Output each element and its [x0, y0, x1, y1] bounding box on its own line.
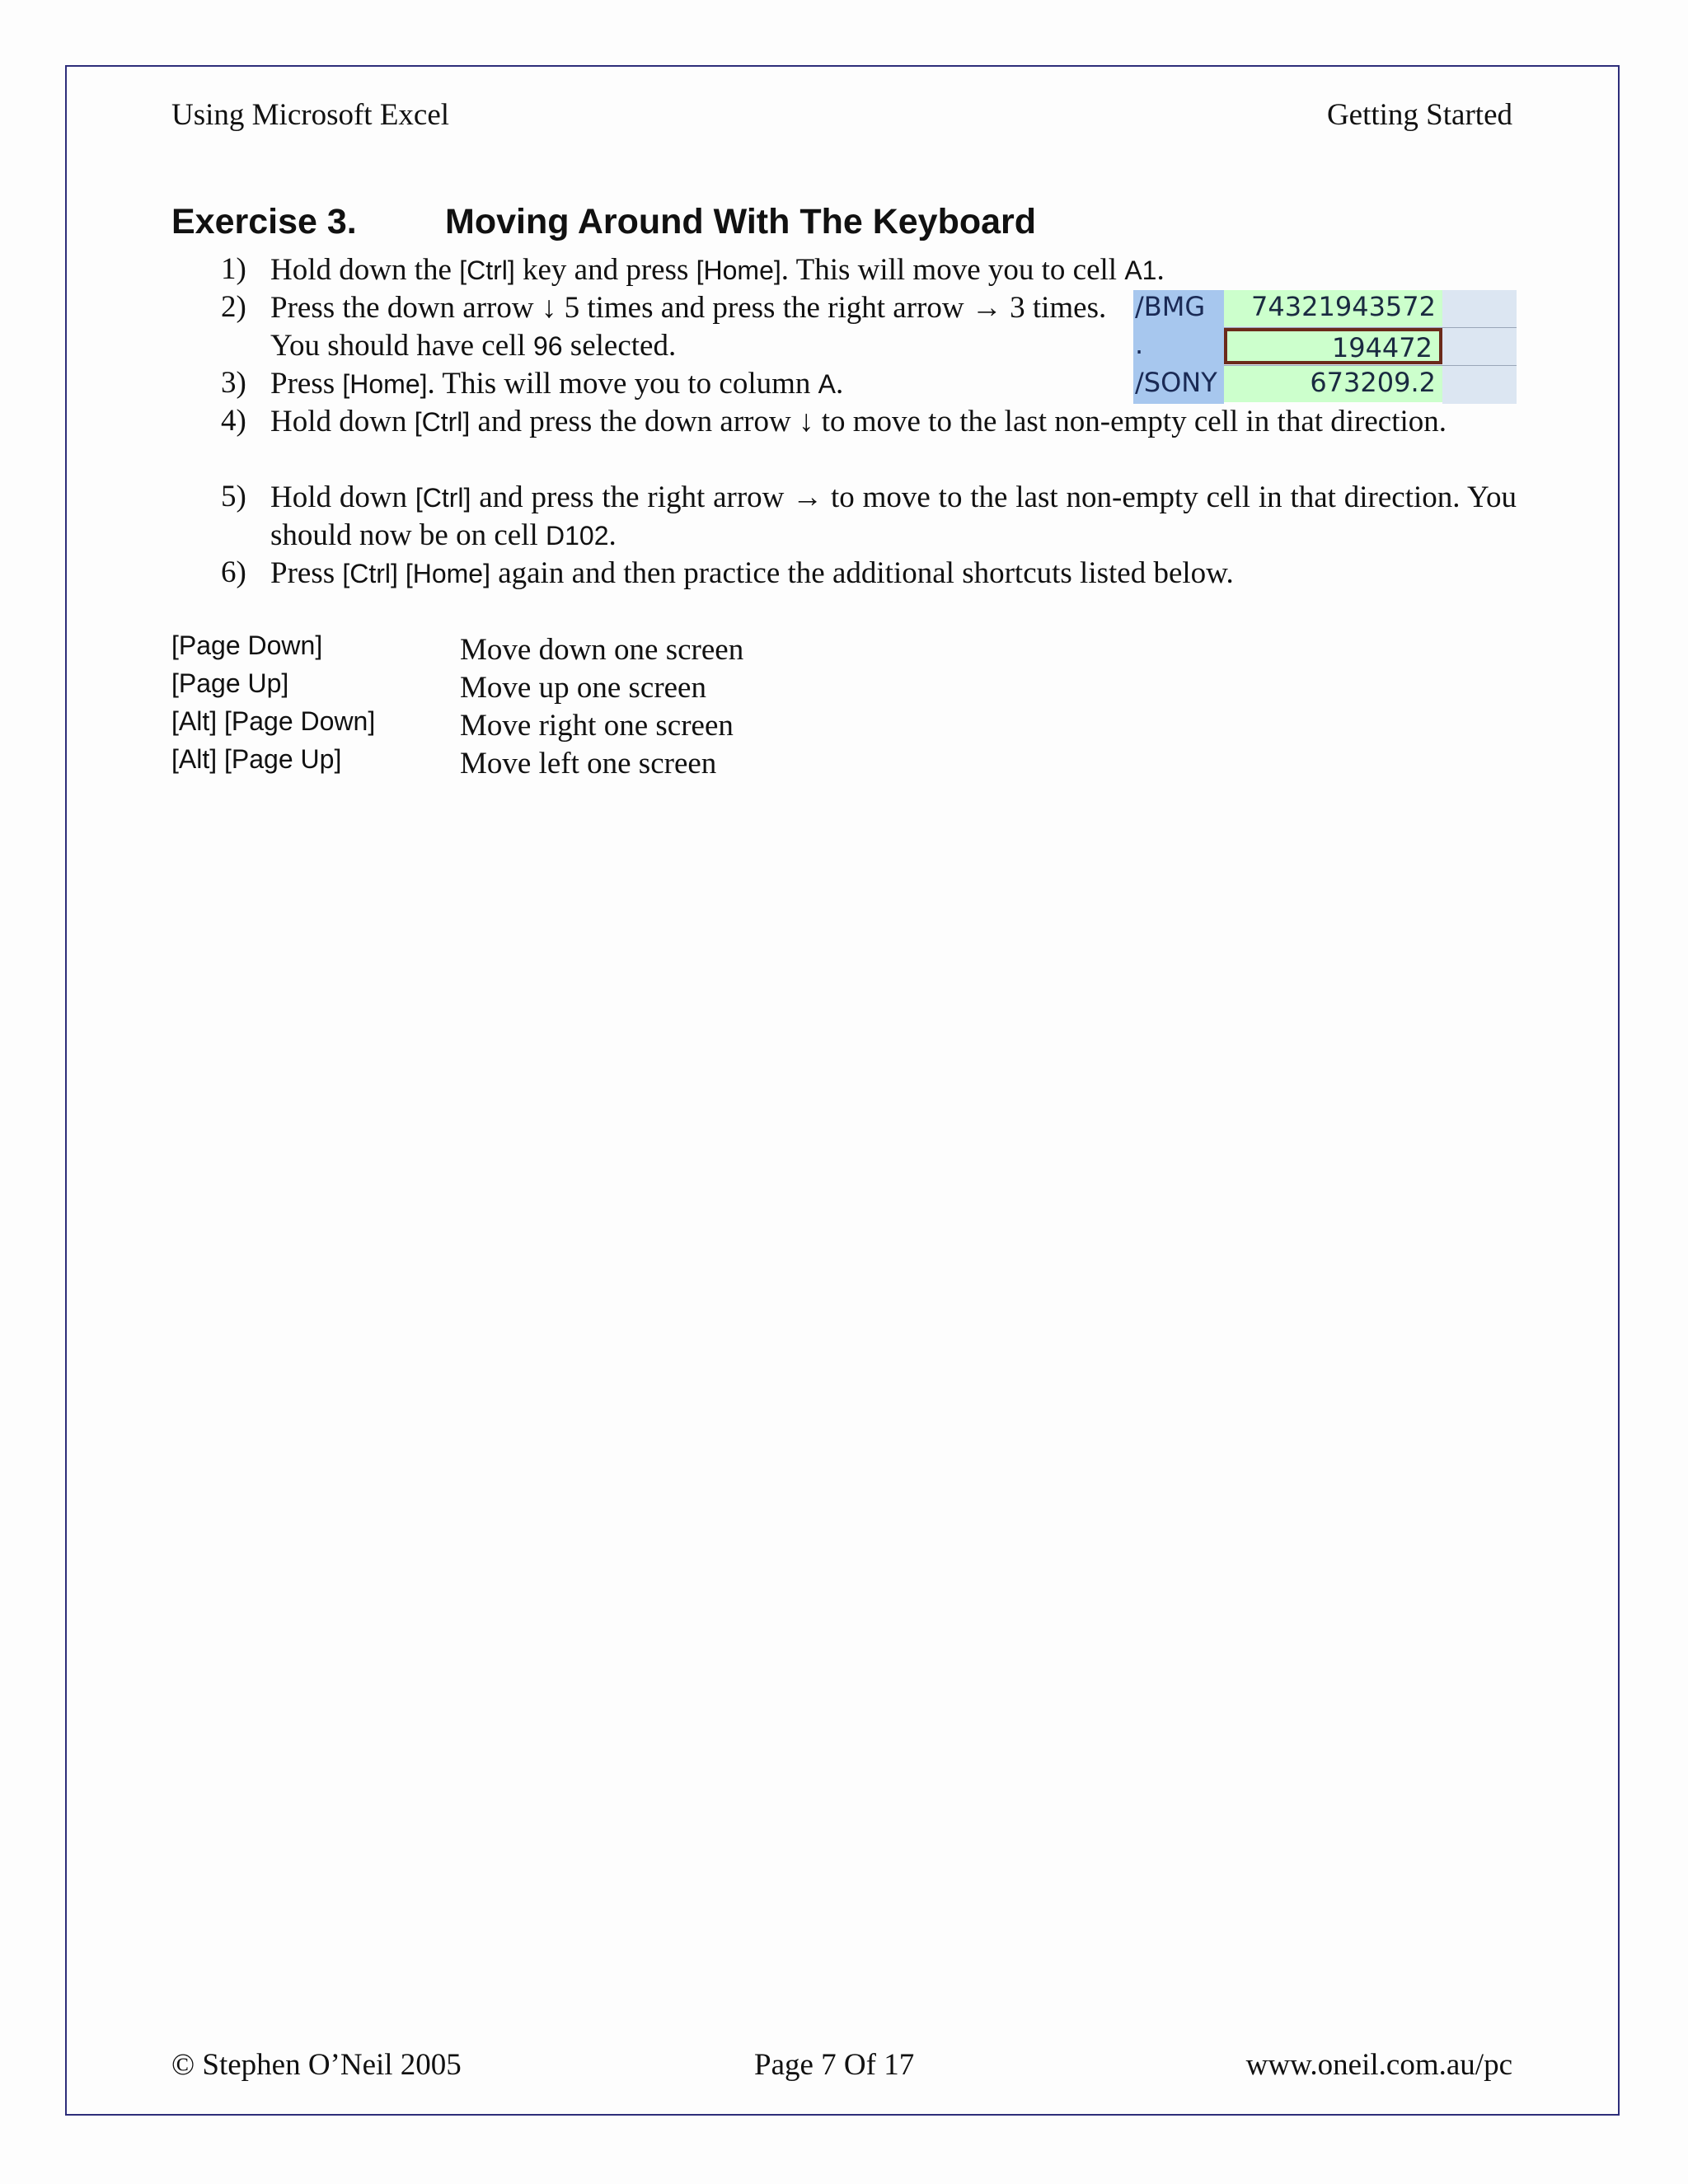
text-run: Hold down [270, 480, 415, 514]
text-run: key and press [514, 253, 696, 287]
sheet-row-label: /BMG [1133, 290, 1224, 328]
sheet-row [1133, 366, 1517, 404]
step-text [270, 403, 1517, 441]
step-number: 1) [221, 252, 246, 286]
text-run: Press the down arrow ↓ 5 times and press the right arrow → 3 times. You should have cell [270, 291, 1107, 363]
step-text [270, 251, 1342, 289]
shortcut-key: [Alt] [Page Up] [171, 744, 342, 774]
sheet-row [1133, 328, 1517, 366]
step-number: 2) [221, 290, 246, 324]
header-right: Getting Started [1326, 98, 1512, 132]
text-run: . This will move you to cell [781, 253, 1125, 287]
step-number: 4) [221, 404, 246, 438]
spreadsheet-snippet-image [1133, 291, 1517, 398]
shortcut-desc: Move down one screen [460, 633, 744, 667]
header-left: Using Microsoft Excel [171, 98, 450, 132]
shortcut-key: [Page Up] [171, 668, 289, 698]
text-run: Hold down [270, 405, 415, 438]
shortcut-desc: Move right one screen [460, 709, 734, 743]
text-run: Press [270, 556, 343, 590]
key-ctrl: [Ctrl] [415, 483, 471, 513]
step-number: 5) [221, 480, 246, 513]
cell-ref: 96 [532, 331, 563, 361]
text-run: selected. [562, 329, 677, 363]
sheet-cell-value: 673209.2 [1224, 366, 1442, 402]
step-number: 6) [221, 555, 246, 589]
sheet-cell-empty [1442, 366, 1517, 404]
footer-page-number: Page 7 Of 17 [754, 2048, 915, 2082]
key-ctrl: [Ctrl] [414, 407, 471, 437]
column-ref: A [818, 369, 836, 399]
step-number: 3) [221, 366, 246, 400]
sheet-selected-cell: 194472 [1224, 328, 1442, 364]
footer-url: www.oneil.com.au/pc [1245, 2048, 1512, 2082]
sheet-row-label: . [1133, 328, 1224, 366]
step-text [270, 289, 1111, 365]
shortcut-desc: Move left one screen [460, 747, 717, 780]
key-ctrl: [Ctrl] [459, 255, 515, 285]
step-text [270, 555, 1517, 593]
footer-copyright: © Stephen O’Neil 2005 [171, 2048, 462, 2082]
text-run: . This will move you to column [427, 367, 818, 401]
exercise-heading: Moving Around With The Keyboard [445, 202, 1037, 241]
cell-ref: A1 [1124, 255, 1157, 285]
sheet-cell-value: 74321943572 [1224, 290, 1442, 326]
text-run: Press [270, 367, 343, 401]
key-home: [Home] [342, 369, 428, 399]
text-run: . [836, 367, 844, 401]
sheet-row-label: /SONY [1133, 366, 1224, 404]
text-run: and press the down arrow ↓ to move to the last non-empty cell in that direction. [470, 405, 1447, 438]
cell-ref: D102 [545, 521, 609, 551]
text-run: Hold down the [270, 253, 460, 287]
shortcut-row [171, 630, 913, 668]
shortcut-row [171, 706, 913, 744]
text-run: . [608, 518, 617, 552]
shortcut-key: [Alt] [Page Down] [171, 706, 376, 736]
sheet-cell-empty [1442, 290, 1517, 328]
step-text [270, 479, 1517, 555]
exercise-number: Exercise 3. [171, 202, 357, 241]
key-ctrl-home: [Ctrl] [Home] [342, 559, 490, 588]
key-home: [Home] [696, 255, 781, 285]
sheet-row [1133, 290, 1517, 328]
text-run: and press the right arrow → to move to the last non-empty cell in that direction. You should now be on cell [270, 480, 1517, 552]
shortcut-row [171, 744, 913, 782]
text-run: again and then practice the additional shortcuts listed below. [490, 556, 1234, 590]
exercise-title [171, 202, 1036, 242]
text-run: . [1156, 253, 1165, 287]
shortcut-key: [Page Down] [171, 630, 323, 660]
shortcut-desc: Move up one screen [460, 671, 706, 705]
shortcut-table [171, 630, 913, 782]
sheet-cell-empty [1442, 328, 1517, 366]
shortcut-row [171, 668, 913, 706]
